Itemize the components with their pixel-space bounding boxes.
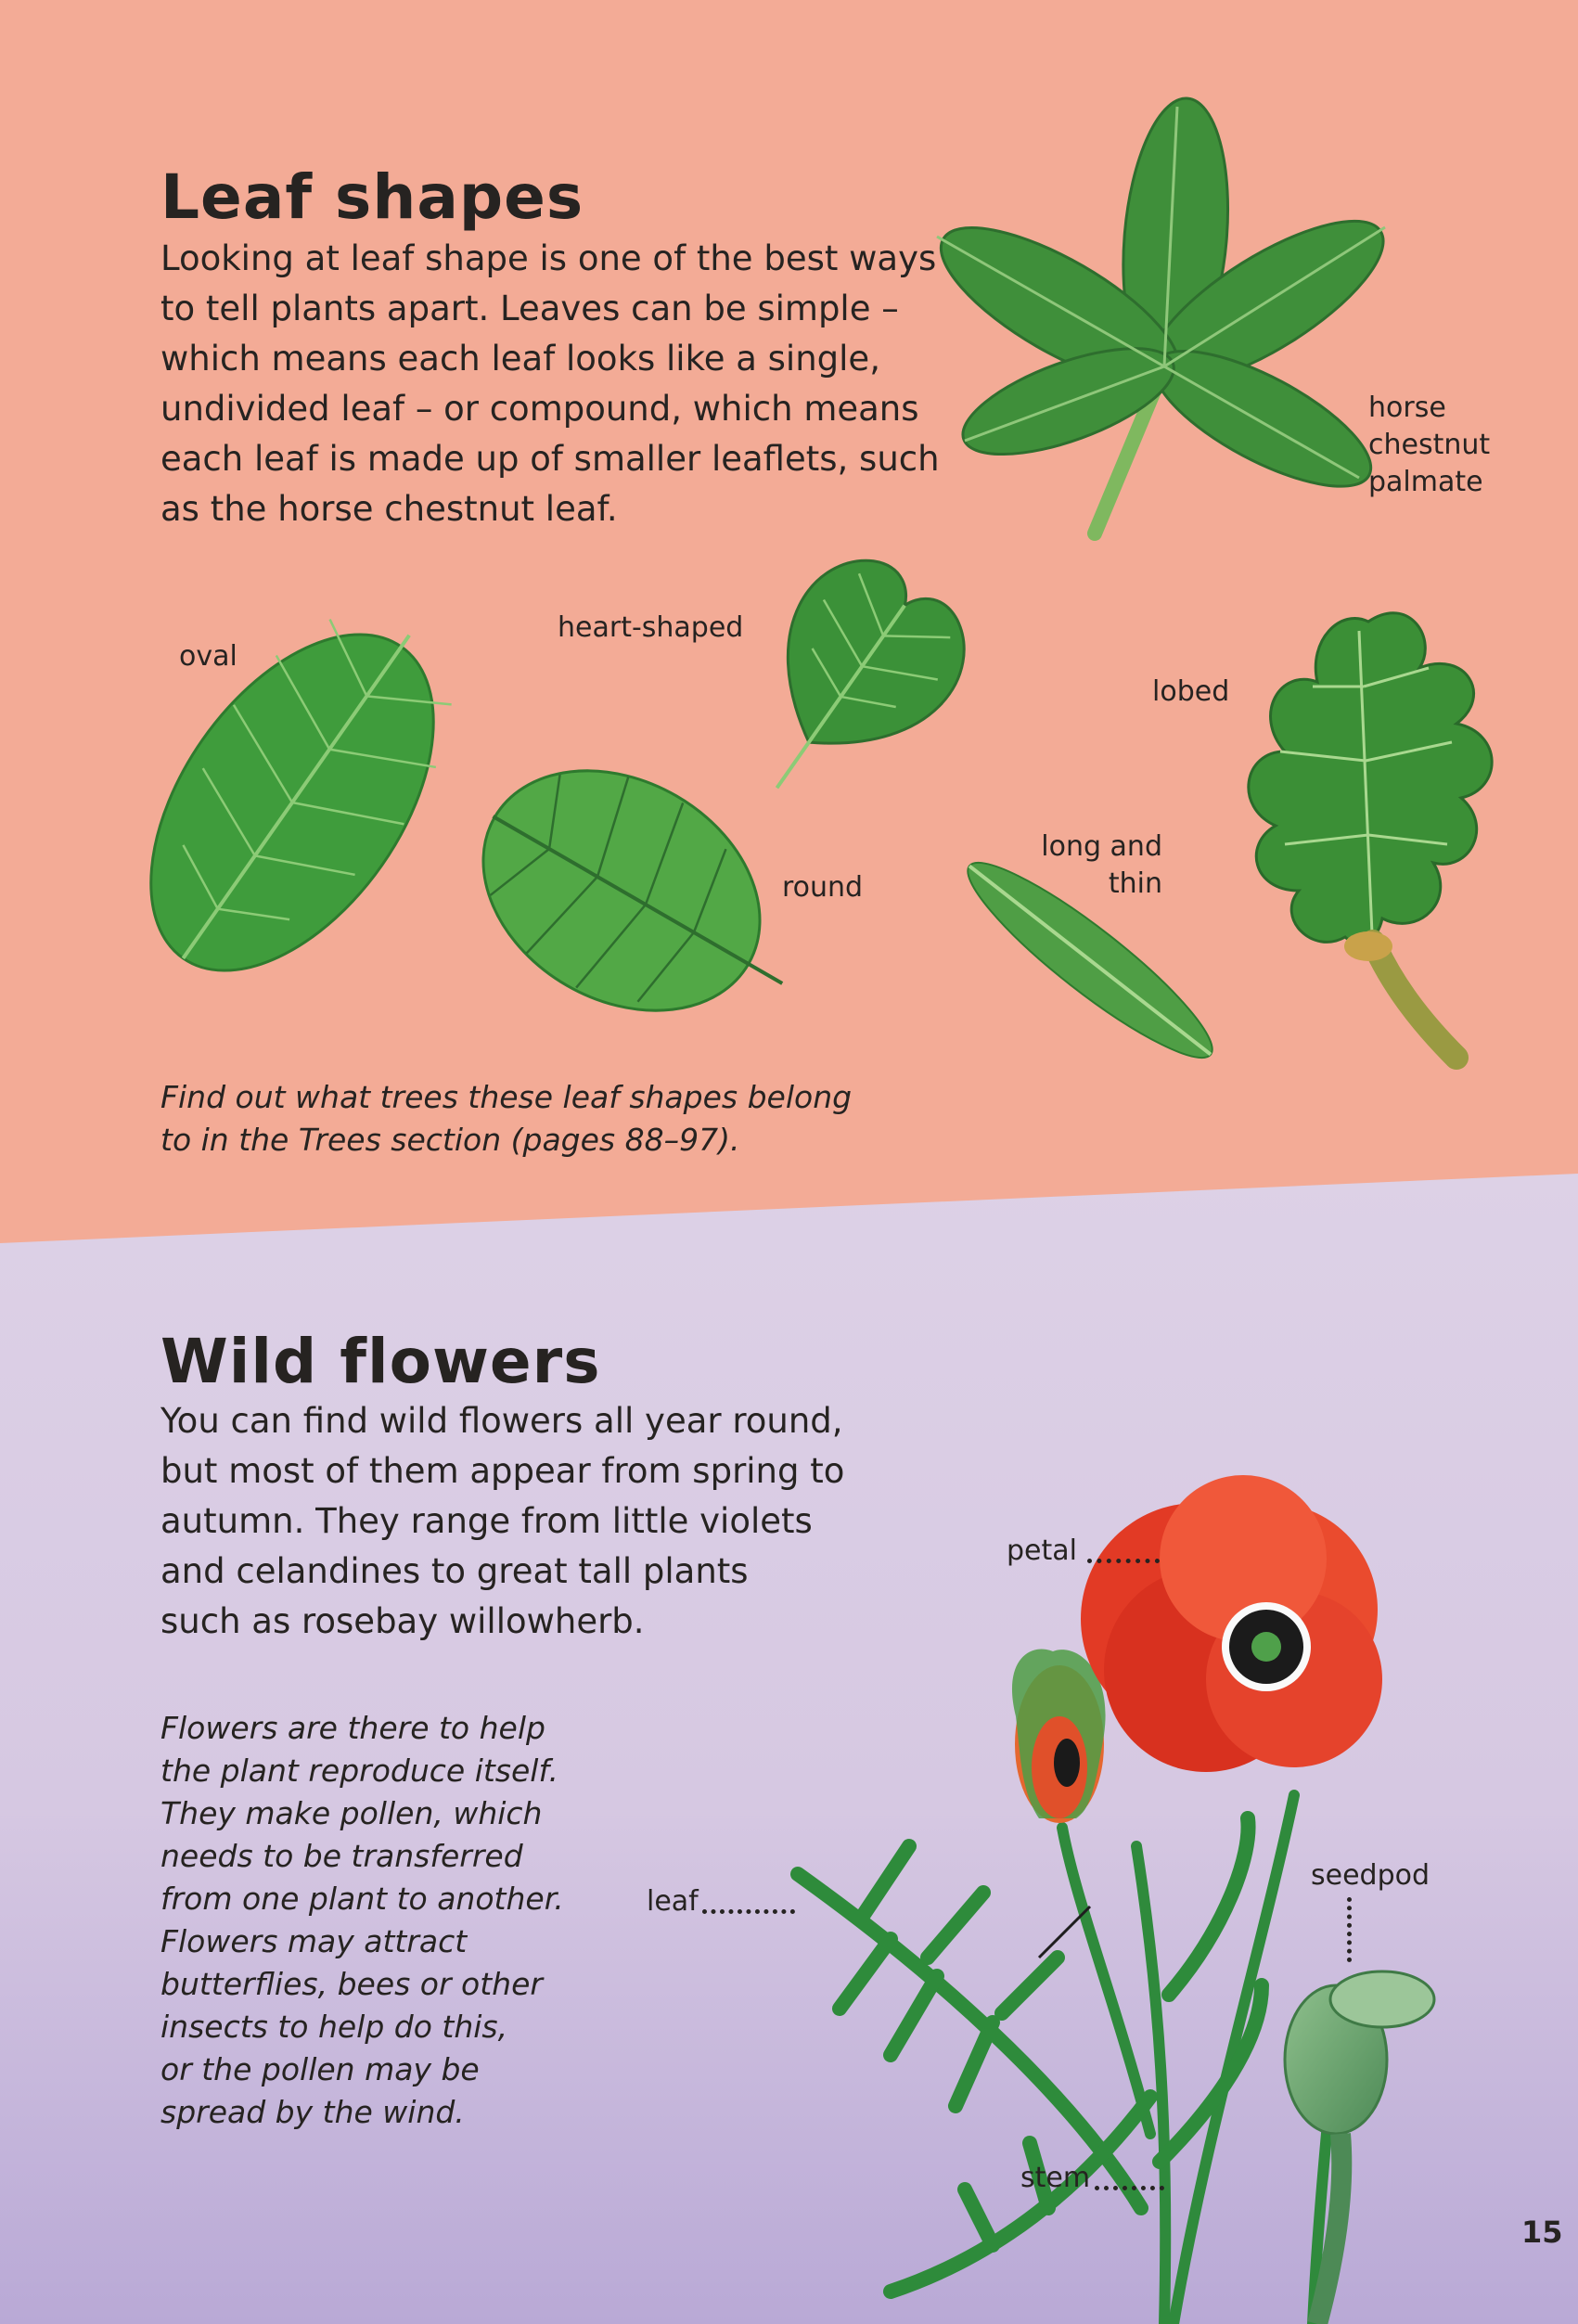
leaf-leader-line	[702, 1909, 795, 1914]
label-line: long and	[1041, 830, 1162, 863]
flower-body-line: autumn. They range from little violets	[160, 1501, 813, 1541]
label-line: thin	[1108, 867, 1162, 900]
petal-leader-line	[1087, 1559, 1160, 1563]
round-label: round	[782, 871, 864, 904]
note-line: Flowers may attract	[160, 1923, 468, 1959]
note-line: butterflies, bees or other	[160, 1966, 543, 2002]
note-line: Flowers are there to help	[160, 1710, 545, 1746]
leaf-label: leaf	[647, 1885, 699, 1918]
leaf-body-line: Looking at leaf shape is one of the best ways	[160, 238, 937, 278]
page-number: 15	[1521, 2215, 1563, 2250]
wild-flowers-note	[160, 1707, 564, 2134]
lobed-label: lobed	[1152, 675, 1230, 708]
label-line: palmate	[1368, 466, 1483, 498]
wild-flowers-heading: Wild flowers	[160, 1326, 601, 1397]
seedpod-leader-line	[1347, 1897, 1352, 1962]
note-line: They make pollen, which	[160, 1795, 543, 1831]
note-line: to in the Trees section (pages 88–97).	[160, 1122, 740, 1158]
flower-body-line: and celandines to great tall plants	[160, 1551, 749, 1591]
seedpod-label: seedpod	[1311, 1859, 1430, 1892]
label-line: chestnut	[1368, 429, 1491, 461]
leaf-body-line: undivided leaf – or compound, which means	[160, 389, 919, 429]
stem-leader-line	[1095, 2186, 1164, 2190]
oval-label: oval	[179, 640, 237, 673]
note-line: needs to be transferred	[160, 1838, 523, 1874]
flower-body-line: such as rosebay willowherb.	[160, 1601, 645, 1641]
leaf-shapes-heading: Leaf shapes	[160, 161, 584, 233]
flower-body-line: You can find wild flowers all year round,	[160, 1401, 843, 1441]
horse-chestnut-label	[1368, 390, 1490, 501]
label-line: horse	[1368, 392, 1446, 424]
leaf-shapes-note	[160, 1076, 852, 1162]
wild-flowers-body	[160, 1396, 844, 1647]
heart-shaped-label: heart-shaped	[558, 611, 744, 644]
leaf-body-line: each leaf is made up of smaller leaflets, such	[160, 439, 940, 479]
stem-label: stem	[1020, 2162, 1091, 2194]
long-and-thin-label	[1037, 828, 1162, 903]
note-line: or the pollen may be	[160, 2051, 480, 2087]
petal-label: petal	[1007, 1534, 1077, 1567]
note-line: Find out what trees these leaf shapes belong	[160, 1079, 853, 1115]
note-line: from one plant to another.	[160, 1881, 564, 1917]
note-line: the plant reproduce itself.	[160, 1753, 558, 1789]
note-line: spread by the wind.	[160, 2094, 465, 2130]
leaf-body-line: as the horse chestnut leaf.	[160, 489, 618, 529]
leaf-body-line: to tell plants apart. Leaves can be simple –	[160, 289, 899, 328]
flower-body-line: but most of them appear from spring to	[160, 1451, 845, 1491]
note-line: insects to help do this,	[160, 2009, 508, 2045]
leaf-shapes-body	[160, 234, 940, 534]
leaf-body-line: which means each leaf looks like a single,	[160, 339, 880, 379]
